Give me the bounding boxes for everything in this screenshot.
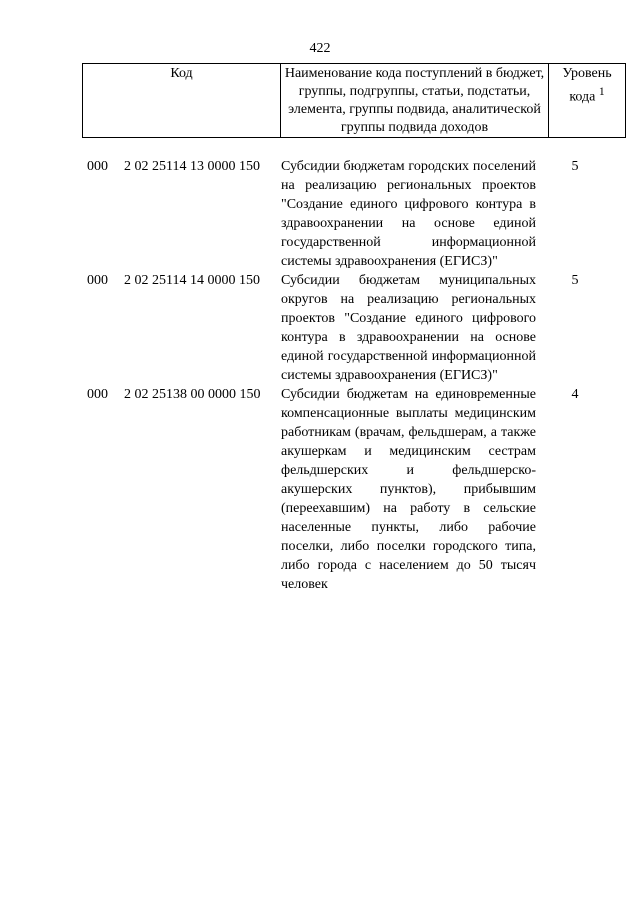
table-row: [0, 157, 640, 271]
table-row: [0, 385, 640, 594]
revenue-code: 2 02 25138 00 0000 150: [124, 387, 261, 402]
footnote-marker: 1: [598, 85, 605, 98]
revenue-name: Субсидии бюджетам на единовременные компенсационные выплаты медицинским работникам (врачам, фельдшерам, а также акушеркам и медицинским сестрам фельдшерских и фельдшерско-акушерских пунктов), прибывшим (переехавшим) на работу в сельские населенные пункты, либо рабочие поселки, либо поселки городского типа, либо города с населением до 50 тысяч человек: [281, 387, 536, 592]
code-level: 5: [571, 273, 579, 288]
column-header-name: Наименование кода поступлений в бюджет, группы, подгруппы, статьи, подстатьи, элемента, группы подвида, аналитической группы подвида доходов: [281, 64, 549, 138]
code-level: 5: [571, 159, 579, 174]
column-header-level-label: Уровень кода: [562, 66, 612, 105]
table-body: [0, 157, 640, 594]
admin-code: 000: [87, 387, 108, 402]
table-row: [0, 271, 640, 385]
admin-code: 000: [87, 273, 108, 288]
code-level: 4: [571, 387, 579, 402]
column-header-code: Код: [83, 64, 281, 138]
revenue-name: Субсидии бюджетам городских поселений на реализацию региональных проектов "Создание единого цифрового контура в здравоохранении на основе единой государственной информационной системы здравоохранения (ЕГИСЗ)": [281, 159, 536, 269]
table-header-row: [83, 64, 626, 138]
table-header: [82, 63, 626, 138]
revenue-code: 2 02 25114 14 0000 150: [124, 273, 260, 288]
revenue-name: Субсидии бюджетам муниципальных округов на реализацию региональных проектов "Создание единого цифрового контура в здравоохранении на основе единой государственной информационной системы здравоохранения (ЕГИСЗ)": [281, 273, 536, 383]
revenue-code: 2 02 25114 13 0000 150: [124, 159, 260, 174]
admin-code: 000: [87, 159, 108, 174]
column-header-level: [549, 64, 626, 138]
page-number: 422: [309, 41, 331, 56]
